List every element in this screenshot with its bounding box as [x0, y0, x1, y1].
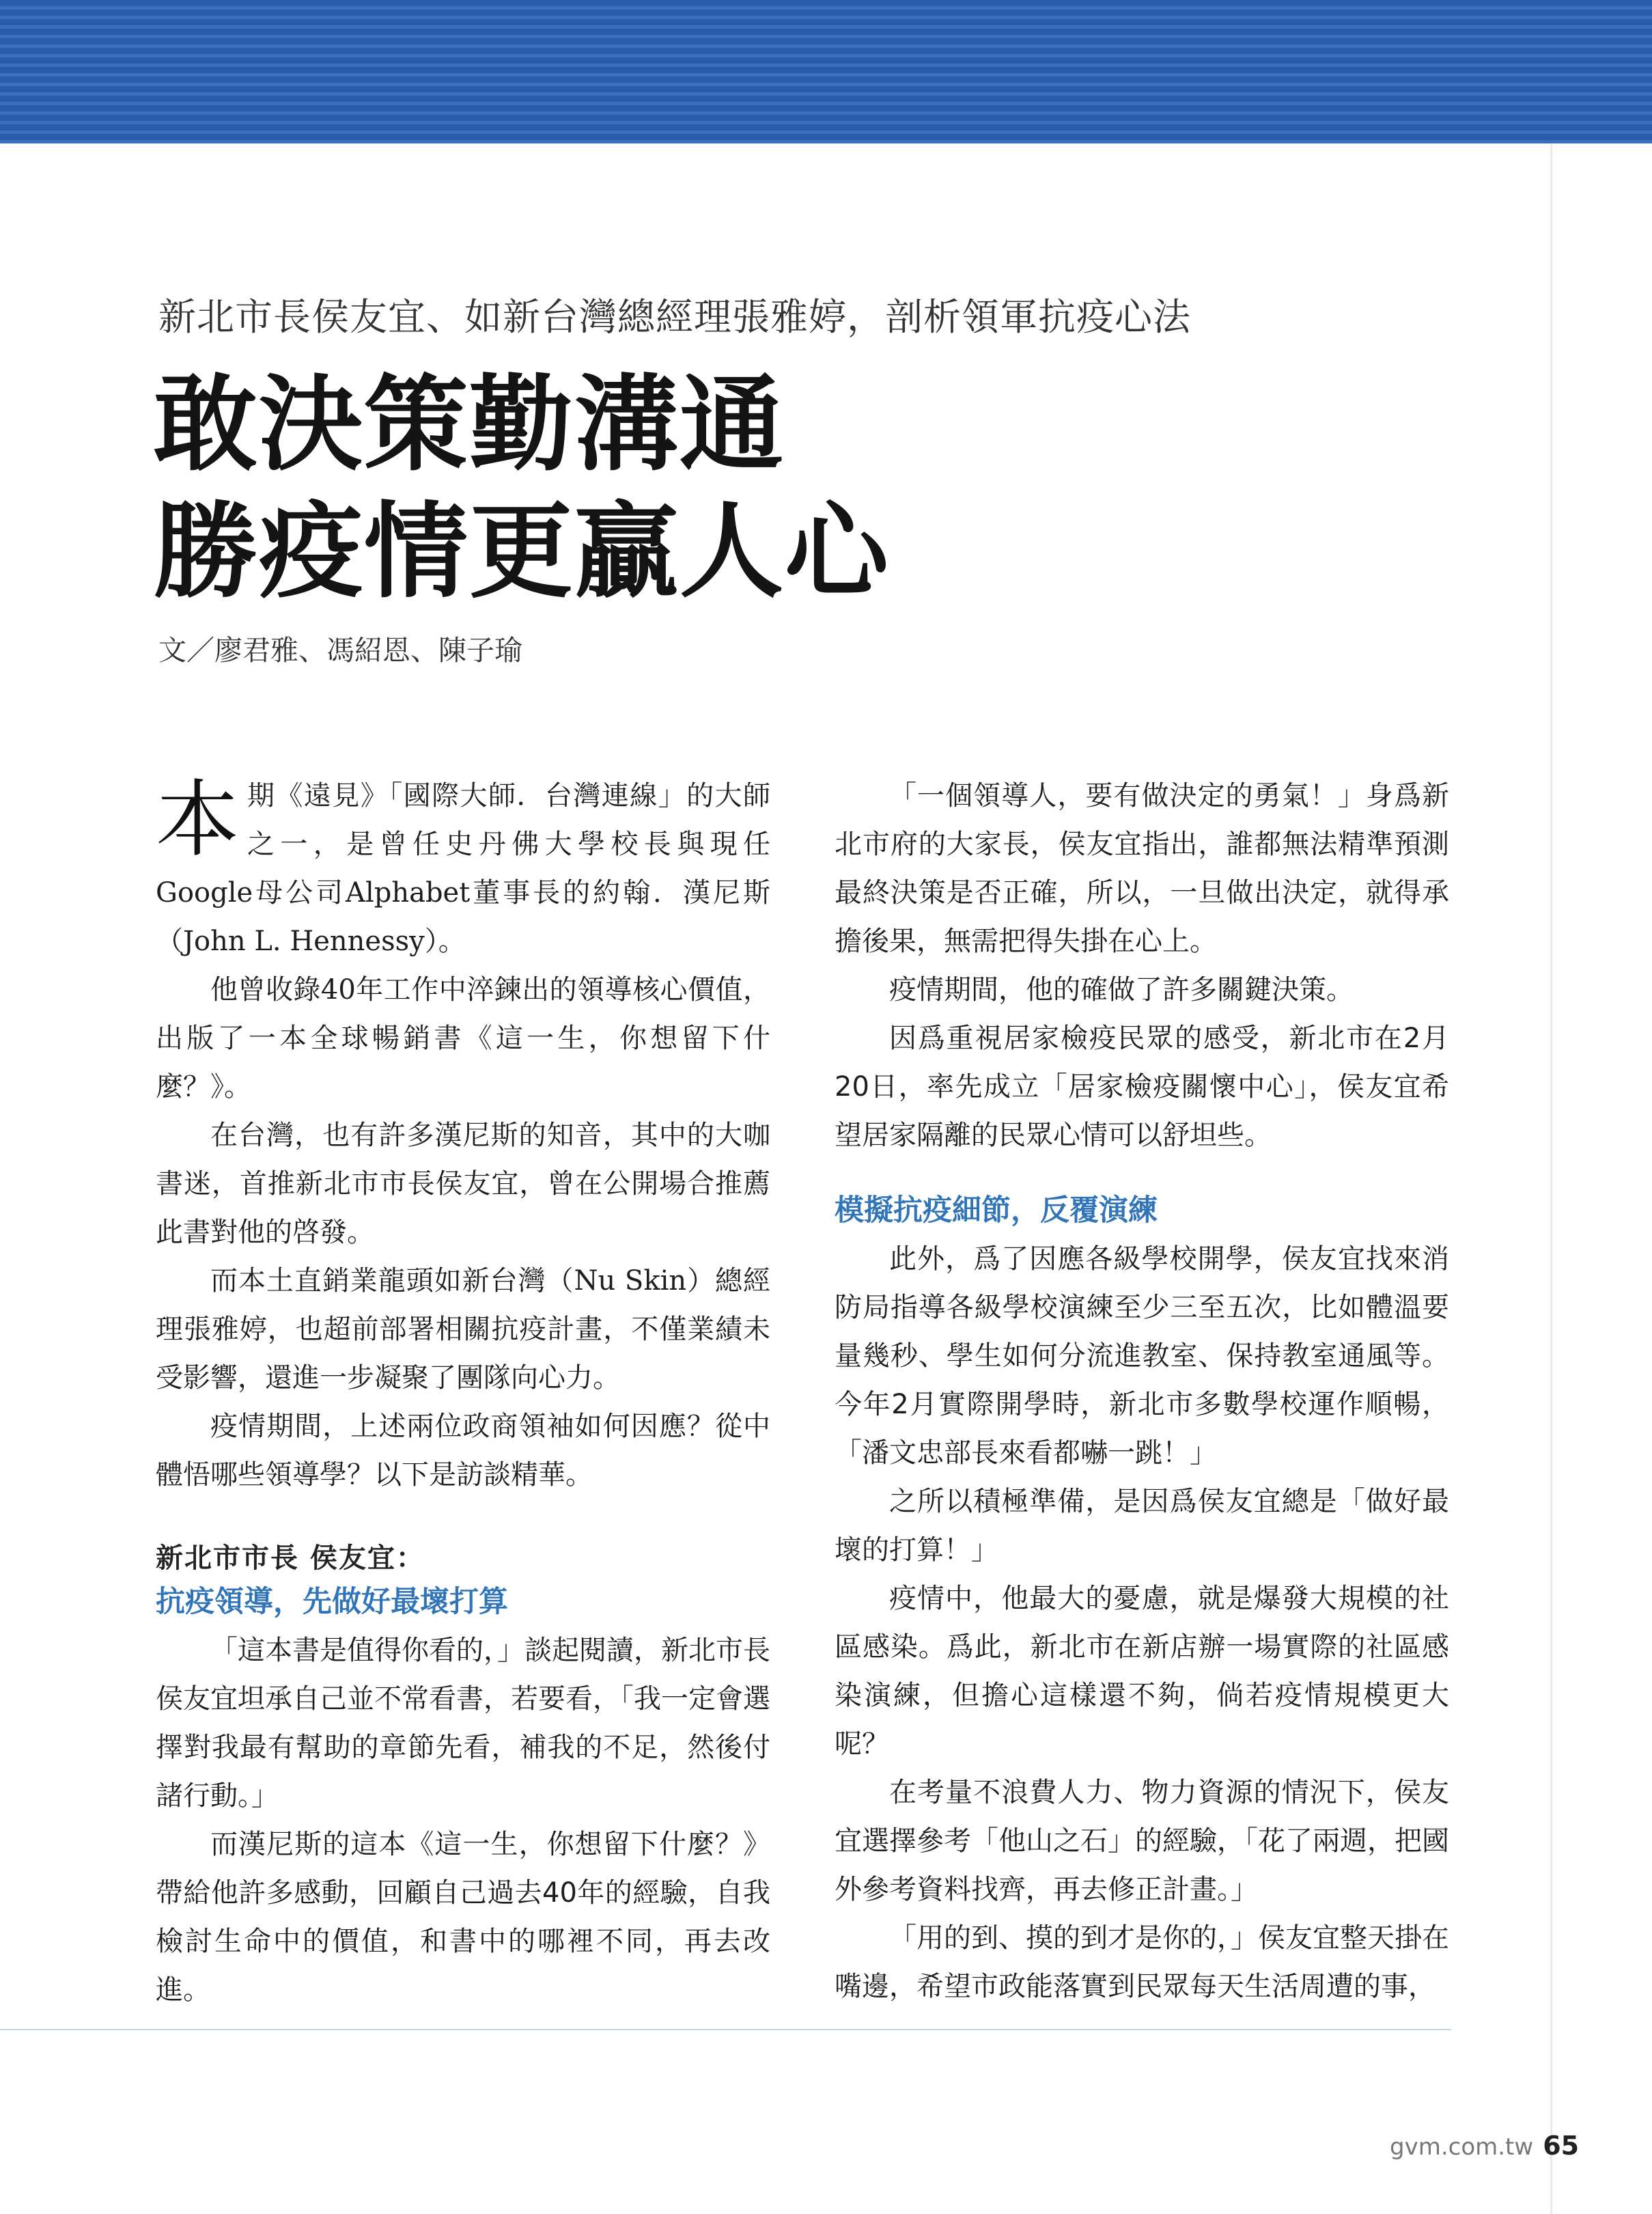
section-heading: 抗疫領導，先做好最壞打算 — [156, 1585, 508, 1619]
paragraph: 之所以積極準備，是因爲侯友宜總是「做好最壞的打算！」 — [835, 1486, 1449, 1566]
paragraph: 在考量不浪費人力、物力資源的情況下，侯友宜選擇參考「他山之石」的經驗，「花了兩週，把國外參考資料找齊，再去修正計畫。」 — [835, 1777, 1449, 1905]
paragraph: 在台灣，也有許多漢尼斯的知音，其中的大咖書迷，首推新北市市長侯友宜，曾在公開場合推薦此書對他的啓發。 — [156, 1120, 770, 1248]
title-line-2: 勝疫情更贏人心 — [154, 490, 890, 612]
margin-rule — [1550, 143, 1552, 2214]
intro-text: 期《遠見》「國際大師．台灣連線」的大師之一，是曾任史丹佛大學校長與現任Google母公司Alphabet董事長的約翰．漢尼斯（John L. Hennessy）。 — [156, 780, 770, 957]
intro-paragraph — [156, 772, 770, 966]
paragraph: 因爲重視居家檢疫民眾的感受，新北市在2月20日，率先成立「居家檢疫關懷中心」，侯友宜希望居家隔離的民眾心情可以舒坦些。 — [835, 1023, 1449, 1151]
paragraph: 而本土直銷業龍頭如新台灣（Nu Skin）總經理張雅婷，也超前部署相關抗疫計畫，不僅業績未受影響，還進一步凝聚了團隊向心力。 — [156, 1265, 770, 1394]
paragraph: 疫情期間，他的確做了許多關鍵決策。 — [889, 974, 1354, 1006]
page-footer — [1390, 2130, 1579, 2163]
article-subtitle: 新北市長侯友宜、如新台灣總經理張雅婷，剖析領軍抗疫心法 — [158, 295, 1192, 339]
interviewee-label: 新北市市長 侯友宜： — [156, 1542, 425, 1574]
section-heading: 模擬抗疫細節，反覆演練 — [835, 1193, 1158, 1228]
page-number: 65 — [1543, 2131, 1580, 2161]
bottom-divider — [0, 2029, 1451, 2030]
byline: 文／廖君雅、馮紹恩、陳子瑜 — [158, 634, 522, 667]
paragraph: 疫情期間，上述兩位政商領袖如何因應？從中體悟哪些領導學？以下是訪談精華。 — [156, 1411, 770, 1491]
article-title — [154, 361, 1110, 615]
paragraph: 「一個領導人，要有做決定的勇氣！」身爲新北市府的大家長，侯友宜指出，誰都無法精準預測最終決策是否正確，所以，一旦做出決定，就得承擔後果，無需把得失掛在心上。 — [835, 780, 1449, 957]
header-band — [0, 0, 1652, 143]
paragraph: 「這本書是值得你看的，」談起閱讀，新北市長侯友宜坦承自己並不常看書，若要看，「我一定會選擇對我最有幫助的章節先看，補我的不足，然後付諸行動。」 — [156, 1635, 770, 1812]
drop-cap: 本 — [156, 771, 239, 868]
paragraph: 他曾收錄40年工作中淬鍊出的領導核心價值，出版了一本全球暢銷書《這一生，你想留下什麼？》。 — [156, 974, 770, 1103]
paragraph: 「用的到、摸的到才是你的，」侯友宜整天掛在嘴邊，希望市政能落實到民眾每天生活周遭的事， — [835, 1922, 1449, 2002]
right-column — [835, 772, 1449, 2011]
paragraph: 此外，爲了因應各級學校開學，侯友宜找來消防局指導各級學校演練至少三至五次，比如體溫要量幾秒、學生如何分流進教室、保持教室通風等。今年2月實際開學時，新北市多數學校運作順暢，「潘文忠部長來看都嚇一跳！」 — [835, 1243, 1449, 1469]
paragraph: 疫情中，他最大的憂慮，就是爆發大規模的社區感染。爲此，新北市在新店辦一場實際的社區感染演練，但擔心這樣還不夠，倘若疫情規模更大呢？ — [835, 1583, 1449, 1760]
site-url: gvm.com.tw — [1390, 2133, 1534, 2161]
title-line-1: 敢決策勤溝通 — [154, 363, 785, 485]
left-column — [156, 772, 770, 2015]
paragraph: 而漢尼斯的這本《這一生，你想留下什麼？》帶給他許多感動，回顧自己過去40年的經驗，自我檢討生命中的價值，和書中的哪裡不同，再去改進。 — [156, 1829, 770, 2006]
